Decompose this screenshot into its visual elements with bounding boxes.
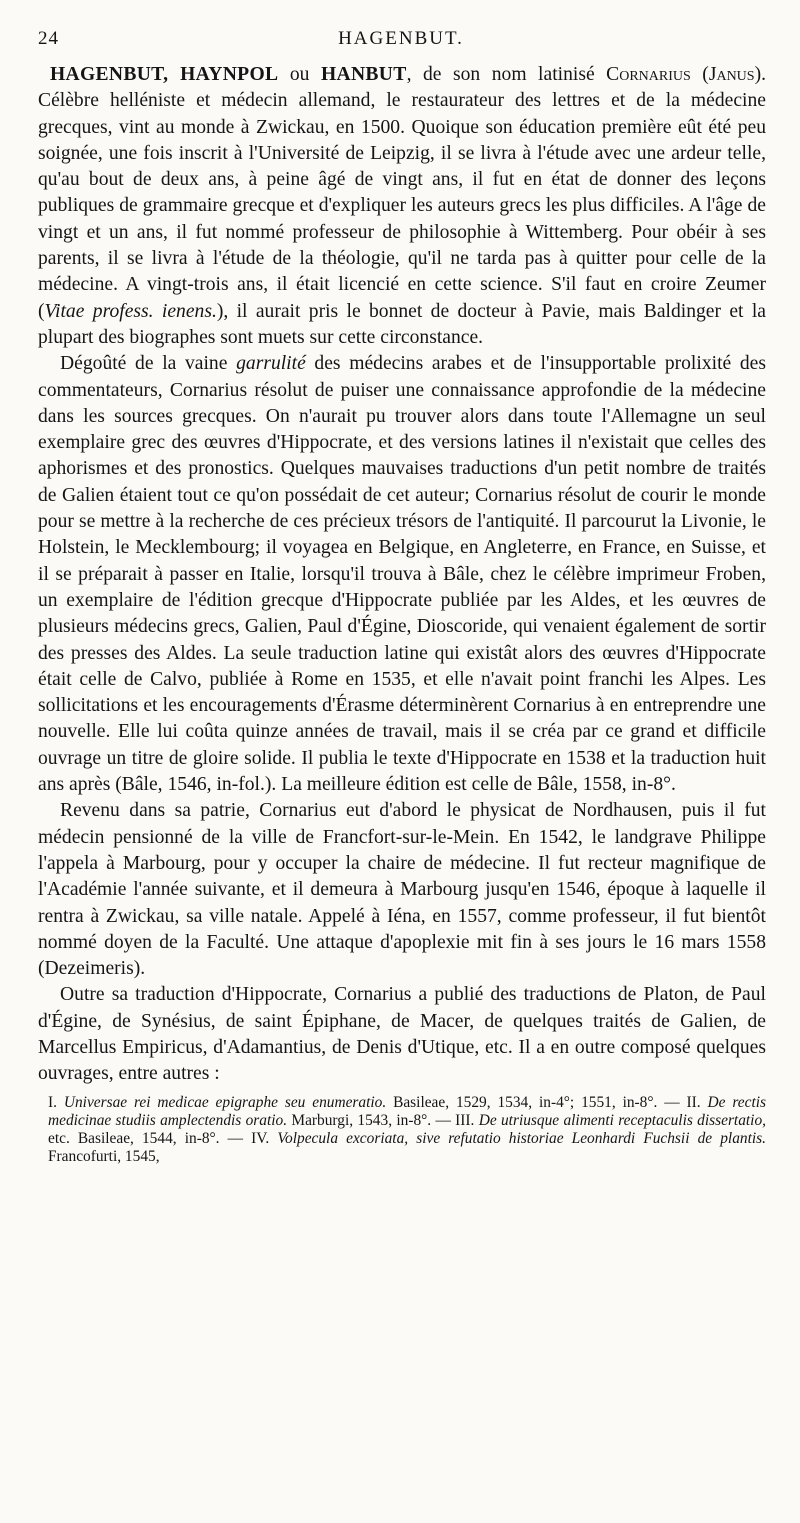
bibliography-note (38, 1094, 766, 1167)
citation: Vitae profess. ienens. (44, 300, 217, 322)
paragraph-3: Revenu dans sa patrie, Cornarius eut d'abord le physicat de Nordhausen, puis il fut médecin pensionné de la ville de Francfort-sur-le-Mein. En 1542, le landgrave Philippe l'appela à Marbourg, pour y occuper la chaire de médecine. Il fut recteur magnifique de l'Académie l'année suivante, et il demeura à Marbourg jusqu'en 1546, époque à laquelle il rentra à Zwickau, sa ville natale. Appelé à Iéna, en 1557, comme professeur, il fut bientôt nommé doyen de la Faculté. Une attaque d'apoplexie mit fin à ses jours le 16 mars 1558 (Dezeimeris). (38, 800, 766, 980)
page-number: 24 (38, 28, 59, 49)
work-info-3: etc. Basileae, 1544, in-8°. — IV. (48, 1130, 278, 1148)
work-info-4: Francofurti, 1545, (48, 1148, 160, 1166)
paren-open: ( (690, 64, 709, 85)
entry-headword-alt: HANBUT (320, 64, 407, 85)
work-title-4: Volpecula excoriata, sive refutatio historiae Leonhardi Fuchsii de plantis. (277, 1130, 766, 1148)
work-title-3: De utriusque alimenti receptaculis dissertatio, (478, 1111, 766, 1129)
article-body (38, 62, 766, 1167)
latin-name: Cornarius (606, 64, 691, 85)
para2-start: Dégoûté de la vaine (60, 353, 237, 375)
work-title-2: De rectis medicinae studiis amplectendis oratio. (48, 1093, 766, 1129)
work-num-1: I. (48, 1093, 64, 1111)
entry-headword: HAGENBUT, HAYNPOL (50, 64, 279, 85)
page-header (38, 28, 764, 56)
work-info-1: Basileae, 1529, 1534, in-4°; 1551, in-8°. — II. (386, 1093, 708, 1111)
entry-connector: ou (278, 64, 321, 85)
entry-paragraph (38, 62, 766, 351)
paragraph-4: Outre sa traduction d'Hippocrate, Cornarius a publié des traductions de Platon, de Paul d'Égine, de Synésius, de saint Épiphane, de Macer, de quelques traités de Galien, de Marcellus Empiricus, d'Adamantius, de Denis d'Utique, etc. Il a en outre composé quelques ouvrages, entre autres : (38, 984, 766, 1085)
entry-intro: , de son nom latinisé (406, 64, 607, 85)
para2-italic: garrulité (236, 353, 306, 375)
running-title: HAGENBUT. (338, 28, 464, 49)
entry-tail: ), il aurait pris le bonnet de docteur à Pavie, mais Baldinger et la plupart des biographes sont muets sur cette circonstance. (38, 300, 766, 348)
works-list (48, 1094, 766, 1167)
paragraph-2 (38, 351, 766, 798)
para2-rest: des médecins arabes et de l'insupportable prolixité des commentateurs, Cornarius résolut de puiser une connaissance approfondie de la médecine dans les sources grecques. On n'aurait pu trouver alors dans toute l'Allemagne un seul exemplaire grec des œuvres d'Hippocrate, et des versions latines il n'existait que celles des aphorismes et des pronostics. Quelques mauvaises traductions d'un petit nombre de traités de Galien étaient tout ce qu'on possédait de cet auteur; Cornarius résolut de courir le monde pour se mettre à la recherche de ces précieux trésors de l'antiquité. Il parcourut la Livonie, le Holstein, le Mecklembourg; il voyagea en Belgique, en Angleterre, en France, en Suisse, et il se préparait à passer en Italie, lorsqu'il trouva à Bâle, chez le célèbre imprimeur Froben, un exemplaire de l'édition grecque d'Hippocrate publiée par les Aldes, et les œuvres de plusieurs médecins grecs, Galien, Paul d'Égine, Dioscoride, qui venaient également de sortir des presses des Aldes. La seule traduction latine qui existât alors des œuvres d'Hippocrate était celle de Calvo, publiée à Rome en 1535, et elle n'avait point franchi les Alpes. Les sollicitations et les encouragements d'Érasme déterminèrent Cornarius à en entreprendre une nouvelle. Elle lui coûta quinze années de travail, mais il se créa par ce grand et difficile ouvrage un titre de gloire solide. Il publia le texte d'Hippocrate en 1538 et la traduction huit ans après (Bâle, 1546, in-fol.). La meilleure édition est celle de Bâle, 1558, in-8°. (38, 353, 766, 796)
entry-text: ). Célèbre helléniste et médecin allemand, le restaurateur des lettres et de la médecine grecques, vint au monde à Zwickau, en 1500. Quoique son éducation première eût été peu soignée, une fois inscrit à l'Université de Leipzig, il se livra à l'étude avec une ardeur telle, qu'au bout de deux ans, à peine âgé de vingt ans, il fut en état de donner des leçons publiques de grammaire grecque et d'expliquer les auteurs grecs les plus difficiles. A l'âge de vingt et un ans, il fut nommé professeur de philosophie à Wittemberg. Pour obéir à ses parents, il se livra à l'étude de la théologie, qu'il ne tarda pas à quitter pour celle de la médecine. A vingt-trois ans, il était licencié en cette science. S'il faut en croire Zeumer ( (38, 64, 767, 322)
latin-first-name: Janus (708, 64, 755, 85)
work-info-2: Marburgi, 1543, in-8°. — III. (287, 1111, 479, 1129)
work-title-1: Universae rei medicae epigraphe seu enumeratio. (63, 1093, 387, 1111)
